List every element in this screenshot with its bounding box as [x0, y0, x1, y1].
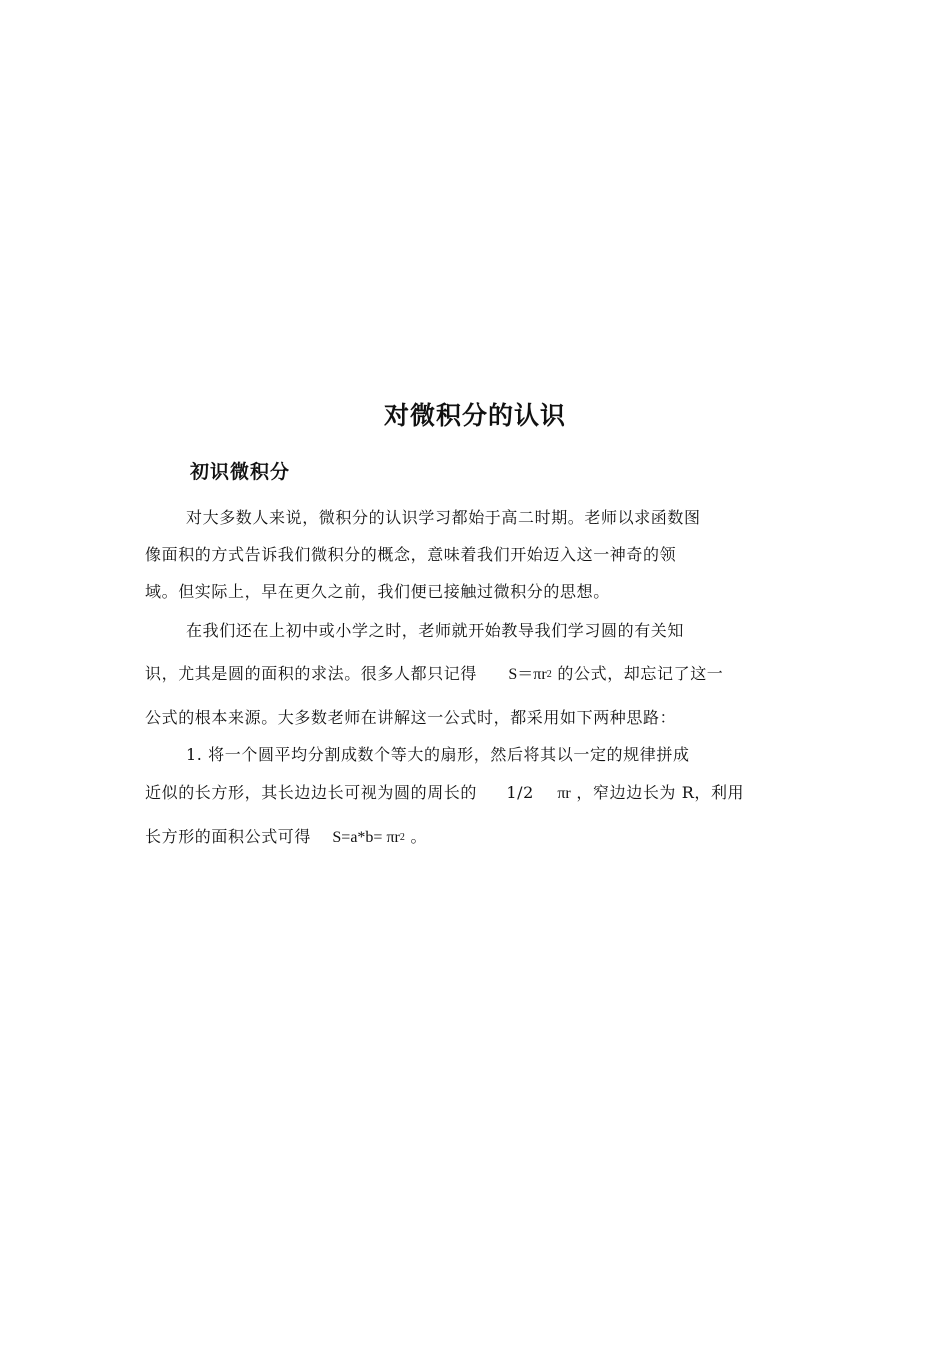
- item1-line3: [145, 825, 427, 850]
- paragraph1-line3: 域。但实际上，早在更久之前，我们便已接触过微积分的思想。: [145, 582, 610, 601]
- item1-line3-text-after: 。: [410, 827, 428, 846]
- paragraph2-line2-text-before: 识，尤其是圆的面积的求法。很多人都只记得: [145, 664, 478, 683]
- area-formula-exponent: 2: [546, 669, 552, 680]
- fraction-half: 1/2: [506, 783, 534, 802]
- area-formula: S＝πr: [508, 666, 547, 683]
- rectangle-area-formula-exponent: 2: [399, 832, 405, 843]
- item1-line1: 1. 将一个圆平均分割成数个等大的扇形，然后将其以一定的规律拼成: [186, 745, 690, 764]
- document-title: 对微积分的认识: [383, 401, 566, 430]
- paragraph2-line3: 公式的根本来源。大多数老师在讲解这一公式时，都采用如下两种思路：: [145, 708, 677, 727]
- paragraph2-line1: 在我们还在上初中或小学之时，老师就开始教导我们学习圆的有关知: [186, 621, 685, 640]
- paragraph1-line2: 像面积的方式告诉我们微积分的概念，意味着我们开始迈入这一神奇的领: [145, 545, 677, 564]
- paragraph2-line2-text-after: 的公式，却忘记了这一: [557, 664, 724, 683]
- item1-line2-text-after: ，窄边边长为 R，利用: [576, 783, 745, 802]
- pi-r-term: πr: [557, 785, 571, 802]
- item1-line2-text-before: 近似的长方形，其长边边长可视为圆的周长的: [145, 783, 478, 802]
- item1-line2: [145, 781, 744, 806]
- paragraph1-line1: 对大多数人来说，微积分的认识学习都始于高二时期。老师以求函数图: [186, 508, 701, 527]
- section-heading: 初识微积分: [190, 461, 291, 483]
- item1-line3-text-before: 长方形的面积公式可得: [145, 827, 312, 846]
- rectangle-area-formula: S=a*b= πr: [332, 829, 400, 846]
- paragraph2-line2: [145, 662, 723, 687]
